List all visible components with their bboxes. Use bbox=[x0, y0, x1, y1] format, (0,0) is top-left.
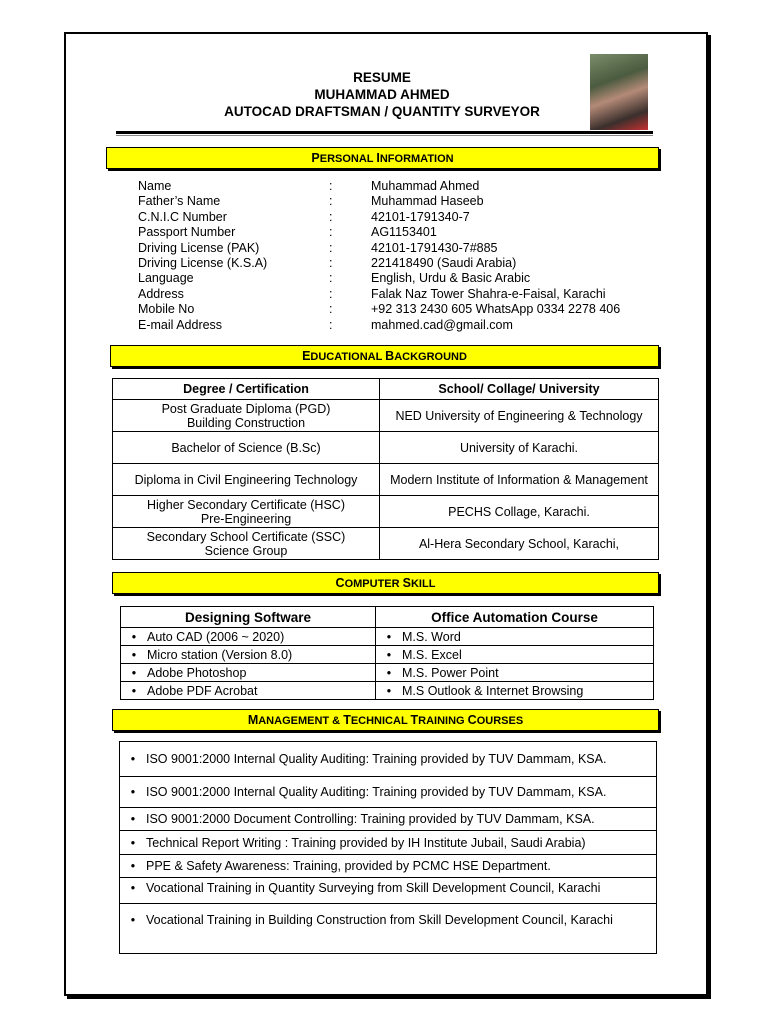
personal-separator: : bbox=[329, 317, 333, 332]
list-item: • ISO 9001:2000 Internal Quality Auditing: Training provided by TUV Dammam, KSA. bbox=[119, 741, 657, 777]
personal-label: Passport Number bbox=[138, 225, 236, 240]
personal-value: 221418490 (Saudi Arabia) bbox=[371, 256, 517, 270]
personal-label: Driving License (PAK) bbox=[138, 240, 260, 255]
section-computer-skill: COMPUTER SKILL bbox=[112, 572, 659, 594]
personal-label: Father’s Name bbox=[138, 194, 221, 209]
list-item: • PPE & Safety Awareness: Training, provided by PCMC HSE Department. bbox=[119, 855, 657, 878]
personal-value: Falak Naz Tower Shahra-e-Faisal, Karachi bbox=[371, 286, 606, 301]
list-item: • Vocational Training in Building Construction from Skill Development Council, Karachi bbox=[119, 904, 657, 954]
skill-cell: • Adobe Photoshop bbox=[121, 664, 376, 682]
personal-value: AG1153401 bbox=[371, 225, 437, 240]
resume-heading: RESUME bbox=[353, 70, 411, 85]
bullet-icon: • bbox=[130, 812, 136, 826]
personal-value: English, Urdu & Basic Arabic bbox=[371, 271, 531, 286]
bullet-icon: • bbox=[131, 665, 137, 680]
column-header: Office Automation Course bbox=[376, 607, 654, 628]
list-item: • Vocational Training in Quantity Surveying from Skill Development Council, Karachi bbox=[119, 878, 657, 904]
table-header-row bbox=[113, 379, 659, 400]
school-cell: Al-Hera Secondary School, Karachi, bbox=[380, 528, 659, 560]
list-item: • ISO 9001:2000 Internal Quality Auditing: Training provided by TUV Dammam, KSA. bbox=[119, 777, 657, 808]
bullet-icon: • bbox=[386, 647, 392, 662]
degree-cell: Higher Secondary Certificate (HSC) Pre-Engineering bbox=[113, 496, 380, 528]
bullet-icon: • bbox=[130, 752, 136, 766]
candidate-name: MUHAMMAD AHMED bbox=[314, 87, 450, 102]
column-header: Degree / Certification bbox=[113, 379, 380, 400]
personal-value: Muhammad Haseeb bbox=[371, 194, 484, 209]
bullet-icon: • bbox=[130, 785, 136, 799]
column-header: School/ Collage/ University bbox=[380, 379, 659, 400]
personal-value: Muhammad Ahmed bbox=[371, 179, 480, 193]
degree-cell: Post Graduate Diploma (PGD) Building Construction bbox=[113, 400, 380, 432]
table-row bbox=[113, 432, 659, 464]
skills-table bbox=[120, 606, 654, 700]
personal-separator: : bbox=[329, 240, 333, 255]
personal-separator: : bbox=[329, 209, 333, 224]
table-row bbox=[121, 646, 654, 664]
skill-cell: • Micro station (Version 8.0) bbox=[121, 646, 376, 664]
training-list bbox=[119, 741, 657, 954]
skill-cell: • Auto CAD (2006 ~ 2020) bbox=[121, 628, 376, 646]
degree-cell: Bachelor of Science (B.Sc) bbox=[113, 432, 380, 464]
personal-label: C.N.I.C Number bbox=[138, 209, 227, 224]
skill-cell: • M.S. Power Point bbox=[376, 664, 654, 682]
section-training-courses: MANAGEMENT & TECHNICAL TRAINING COURSES bbox=[112, 709, 659, 731]
bullet-icon: • bbox=[130, 859, 136, 873]
personal-label: Mobile No bbox=[138, 302, 195, 317]
school-cell: Modern Institute of Information & Management bbox=[380, 464, 659, 496]
personal-label: Address bbox=[138, 286, 184, 301]
profile-photo bbox=[590, 54, 648, 130]
table-row bbox=[113, 464, 659, 496]
skill-cell: • M.S. Word bbox=[376, 628, 654, 646]
bullet-icon: • bbox=[386, 683, 392, 698]
bullet-icon: • bbox=[131, 647, 137, 662]
section-personal-information: PERSONAL INFORMATION bbox=[106, 147, 659, 169]
bullet-icon: • bbox=[131, 629, 137, 644]
list-item: • Technical Report Writing : Training provided by IH Institute Jubail, Saudi Arabia) bbox=[119, 831, 657, 855]
personal-label: Driving License (K.S.A) bbox=[138, 256, 268, 270]
personal-label: Language bbox=[138, 271, 194, 286]
section-educational-background: EDUCATIONAL BACKGROUND bbox=[110, 345, 659, 367]
personal-separator: : bbox=[329, 194, 333, 209]
skill-cell: • M.S. Excel bbox=[376, 646, 654, 664]
header-divider-thin bbox=[116, 135, 653, 136]
list-item: • ISO 9001:2000 Document Controlling: Training provided by TUV Dammam, KSA. bbox=[119, 808, 657, 831]
bullet-icon: • bbox=[130, 881, 136, 895]
column-header: Designing Software bbox=[121, 607, 376, 628]
table-row bbox=[113, 400, 659, 432]
table-row bbox=[113, 496, 659, 528]
school-cell: University of Karachi. bbox=[380, 432, 659, 464]
degree-cell: Diploma in Civil Engineering Technology bbox=[113, 464, 380, 496]
bullet-icon: • bbox=[386, 629, 392, 644]
personal-separator: : bbox=[329, 256, 333, 270]
personal-label: Name bbox=[138, 179, 172, 193]
table-row bbox=[113, 528, 659, 560]
education-table bbox=[112, 378, 659, 560]
personal-separator: : bbox=[329, 302, 333, 317]
personal-label: E-mail Address bbox=[138, 317, 223, 332]
header-divider bbox=[116, 131, 653, 134]
degree-cell: Secondary School Certificate (SSC) Science Group bbox=[113, 528, 380, 560]
skill-cell: • Adobe PDF Acrobat bbox=[121, 682, 376, 700]
table-row bbox=[121, 682, 654, 700]
table-row bbox=[121, 628, 654, 646]
school-cell: PECHS Collage, Karachi. bbox=[380, 496, 659, 528]
personal-separator: : bbox=[329, 179, 333, 193]
bullet-icon: • bbox=[386, 665, 392, 680]
personal-value: 42101-1791340-7 bbox=[371, 209, 470, 224]
bullet-icon: • bbox=[130, 835, 136, 850]
job-title: AUTOCAD DRAFTSMAN / QUANTITY SURVEYOR bbox=[224, 104, 540, 119]
personal-value: 42101-1791430-7#885 bbox=[371, 240, 498, 255]
personal-separator: : bbox=[329, 271, 333, 286]
personal-separator: : bbox=[329, 225, 333, 240]
table-header-row bbox=[121, 607, 654, 628]
table-row bbox=[121, 664, 654, 682]
bullet-icon: • bbox=[130, 913, 136, 927]
personal-value: +92 313 2430 605 WhatsApp 0334 2278 406 bbox=[371, 302, 621, 317]
personal-separator: : bbox=[329, 286, 333, 301]
skill-cell: • M.S Outlook & Internet Browsing bbox=[376, 682, 654, 700]
bullet-icon: • bbox=[131, 683, 137, 698]
school-cell: NED University of Engineering & Technology bbox=[380, 400, 659, 432]
personal-value: mahmed.cad@gmail.com bbox=[371, 317, 513, 332]
